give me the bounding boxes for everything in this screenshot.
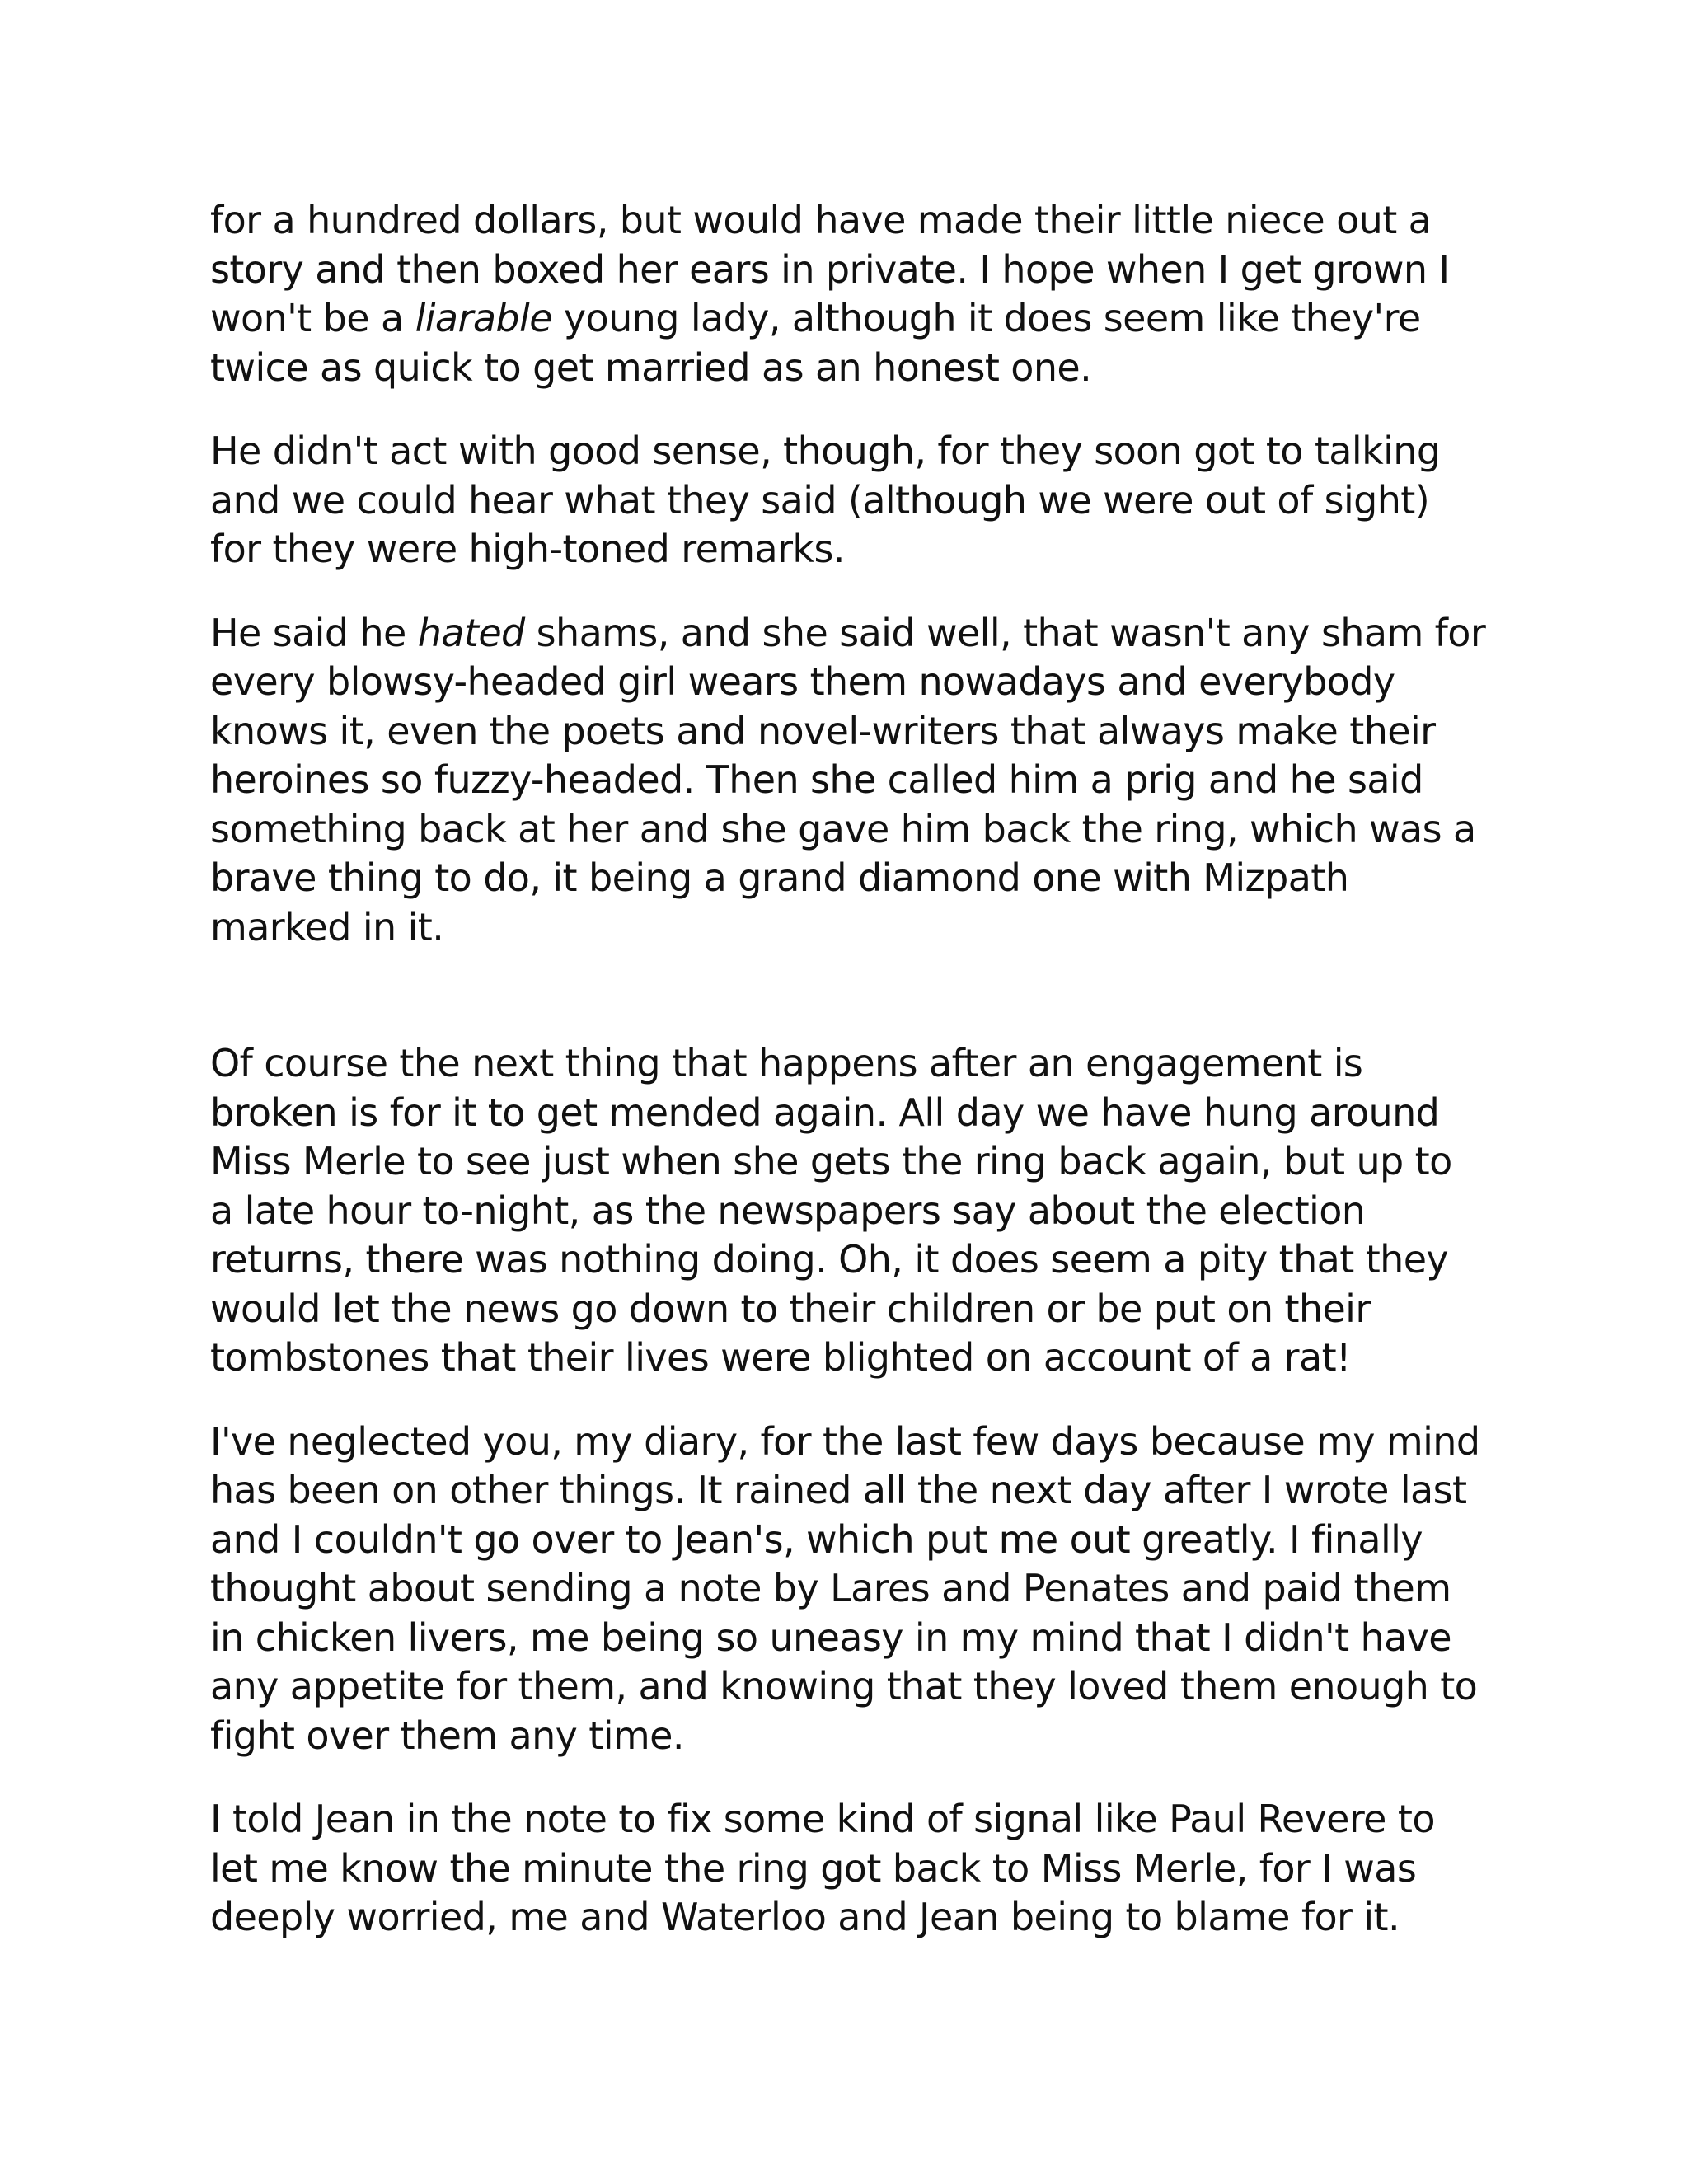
- body-text: [210, 196, 1496, 1977]
- text-run: in chicken livers, me being so uneasy in my mind that I didn't have: [210, 1615, 1451, 1660]
- italic-text: liarable: [415, 296, 552, 340]
- text-run: Miss Merle to see just when she gets the ring back again, but up to: [210, 1139, 1452, 1183]
- text-run: would let the news go down to their children or be put on their: [210, 1286, 1371, 1331]
- text-run: thought about sending a note by Lares and Penates and paid them: [210, 1566, 1451, 1610]
- text-run: brave thing to do, it being a grand diamond one with Mizpath: [210, 855, 1349, 900]
- text-run: any appetite for them, and knowing that they loved them enough to: [210, 1664, 1478, 1708]
- text-run: knows it, even the poets and novel-writers that always make their: [210, 708, 1436, 753]
- paragraph: [210, 609, 1496, 953]
- text-run: for a hundred dollars, but would have made their little niece out a: [210, 198, 1432, 242]
- text-line: [210, 1614, 1496, 1663]
- text-line: [210, 427, 1496, 476]
- text-run: marked in it.: [210, 904, 444, 949]
- text-run: shams, and she said well, that wasn't any sham for: [524, 610, 1486, 655]
- text-run: heroines so fuzzy-headed. Then she called him a prig and he said: [210, 757, 1423, 802]
- text-line: [210, 1466, 1496, 1516]
- text-line: [210, 854, 1496, 903]
- text-line: [210, 476, 1496, 526]
- text-run: Of course the next thing that happens after an engagement is: [210, 1041, 1363, 1085]
- text-run: twice as quick to get married as an honest one.: [210, 344, 1092, 390]
- italic-text: hated: [417, 610, 525, 655]
- text-line: [210, 525, 1496, 574]
- text-run: tombstones that their lives were blighted on account of a rat!: [210, 1335, 1351, 1380]
- paragraph: [210, 1039, 1496, 1383]
- text-run: returns, there was nothing doing. Oh, it does seem a pity that they: [210, 1237, 1449, 1282]
- text-run: and I couldn't go over to Jean's, which put me out greatly. I finally: [210, 1516, 1423, 1562]
- text-line: [210, 903, 1496, 953]
- text-line: [210, 1564, 1496, 1614]
- text-run: has been on other things. It rained all the next day after I wrote last: [210, 1468, 1467, 1512]
- text-run: broken is for it to get mended again. All day we have hung around: [210, 1090, 1440, 1135]
- text-run: I told Jean in the note to fix some kind of signal like Paul Revere to: [210, 1797, 1435, 1841]
- text-run: something back at her and she gave him back the ring, which was a: [210, 806, 1476, 851]
- text-run: I've neglected you, my diary, for the last few days because my mind: [210, 1418, 1480, 1464]
- text-run: let me know the minute the ring got back to Miss Merle, for I was: [210, 1845, 1417, 1891]
- text-line: [210, 1235, 1496, 1285]
- text-line: [210, 1187, 1496, 1236]
- text-line: [210, 1333, 1496, 1383]
- text-line: [210, 1893, 1496, 1943]
- text-line: [210, 1795, 1496, 1844]
- text-line: [210, 246, 1496, 295]
- text-line: [210, 1712, 1496, 1761]
- text-line: [210, 805, 1496, 855]
- paragraph: [210, 1795, 1496, 1943]
- text-run: a late hour to-night, as the newspapers say about the election: [210, 1188, 1366, 1233]
- text-line: [210, 658, 1496, 707]
- paragraph: [210, 196, 1496, 392]
- text-run: every blowsy-headed girl wears them nowadays and everybody: [210, 659, 1395, 704]
- text-line: [210, 1137, 1496, 1187]
- text-run: He didn't act with good sense, though, for they soon got to talking: [210, 429, 1441, 473]
- paragraph: [210, 1418, 1496, 1761]
- text-run: deeply worried, me and Waterloo and Jean being to blame for it.: [210, 1895, 1400, 1939]
- text-line: [210, 1089, 1496, 1138]
- text-line: [210, 196, 1496, 246]
- text-line: [210, 756, 1496, 805]
- text-run: fight over them any time.: [210, 1713, 684, 1758]
- text-line: [210, 1418, 1496, 1467]
- text-line: [210, 1844, 1496, 1894]
- paragraph: [210, 427, 1496, 574]
- text-run: and we could hear what they said (although we were out of sight): [210, 477, 1430, 523]
- text-line: [210, 1285, 1496, 1334]
- text-run: story and then boxed her ears in private. I hope when I get grown I: [210, 246, 1450, 292]
- text-line: [210, 1662, 1496, 1712]
- text-line: [210, 707, 1496, 757]
- text-run: He said he: [210, 610, 418, 655]
- text-run: won't be a: [210, 296, 415, 340]
- text-line: [210, 1039, 1496, 1089]
- text-line: [210, 344, 1496, 393]
- text-line: [210, 1516, 1496, 1565]
- text-run: for they were high-toned remarks.: [210, 527, 845, 571]
- text-run: young lady, although it does seem like they're: [551, 296, 1421, 340]
- text-line: [210, 294, 1496, 344]
- text-line: [210, 609, 1496, 658]
